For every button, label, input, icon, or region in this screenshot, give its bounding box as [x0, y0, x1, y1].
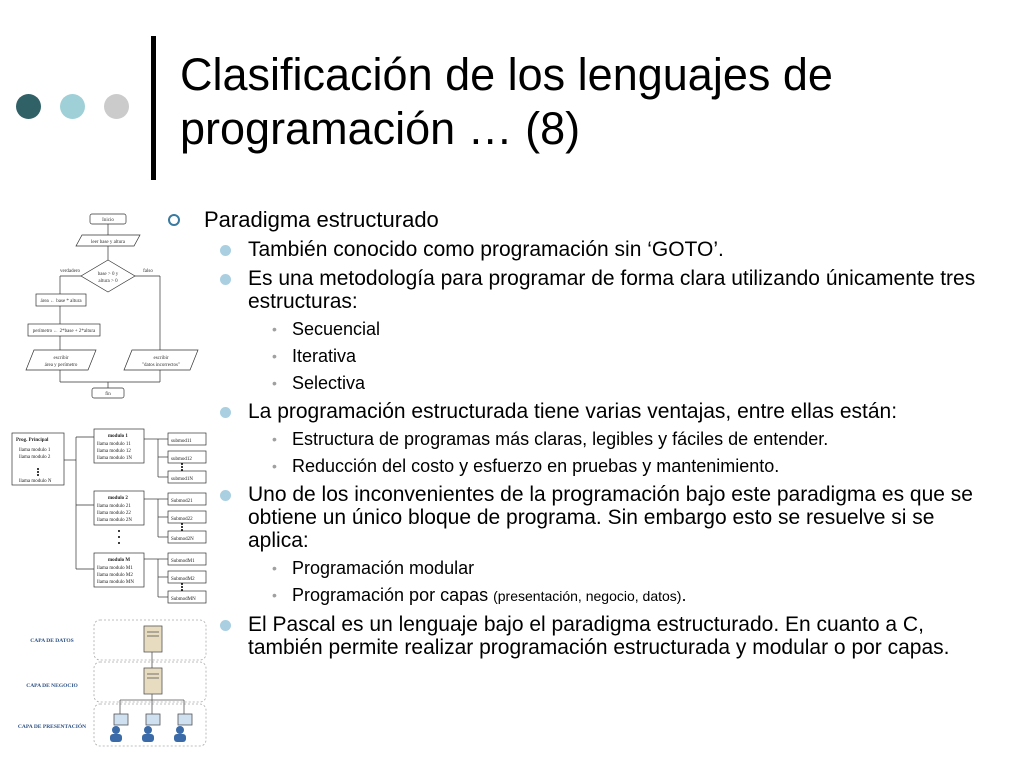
m2-title: modulo 2 [108, 496, 128, 501]
small-bullet-icon: • [272, 431, 277, 447]
bullet-inconvenientes [168, 483, 998, 552]
mm-title: modulo M [108, 558, 131, 563]
fc-escribir1a: escribir [53, 356, 69, 361]
fc-area: área ← base * altura [40, 299, 82, 304]
s21: Submod21 [171, 499, 193, 504]
sub-selectiva [168, 373, 998, 394]
fc-inicio: Inicio [102, 218, 114, 223]
fc-leer: leer base y altura [90, 240, 126, 245]
fc-verdadero: verdadero [60, 269, 80, 274]
prog-l1: llama modulo 1 [19, 448, 51, 453]
ring-bullet-icon [168, 214, 180, 226]
dot-gray [104, 94, 129, 119]
bullet-ventajas [168, 400, 998, 423]
dot-dark [16, 94, 41, 119]
sm2: SubmodM2 [171, 577, 195, 582]
tier-datos-label: CAPA DE DATOS [30, 638, 74, 644]
small-bullet-icon: • [272, 375, 277, 391]
fc-cond2: altura > 0 [98, 279, 118, 284]
bullet-goto [168, 238, 998, 261]
fc-fin: fin [105, 392, 111, 397]
fc-cond1: base > 0 y [97, 272, 119, 277]
mm-l3: llama modulo MN [97, 580, 134, 585]
dot-bullet-icon [220, 245, 231, 256]
mm-l2: llama modulo M2 [97, 573, 133, 578]
s1n: submod1N [171, 477, 193, 482]
b2-sub-0: Secuencial [292, 319, 381, 339]
b4-sub2-small: (presentación, negocio, datos) [493, 588, 682, 604]
prog-l2: llama modulo 2 [19, 455, 51, 460]
fc-escribir2b: "datos incorrectos" [141, 363, 181, 368]
b4-sub1: Programación modular [292, 558, 475, 578]
m2-l3: llama modulo 2N [97, 518, 132, 523]
fc-falso: falso [143, 269, 153, 274]
fc-escribir2a: escribir [153, 356, 169, 361]
bullet-paradigma [168, 208, 998, 232]
dot-bullet-icon [220, 620, 231, 631]
b4-text: Uno de los inconvenientes de la programación bajo este paradigma es que se obtiene un único bloque de programa. Sin embargo esto se resuelve si se aplica: [248, 483, 973, 552]
user-computer-icon [142, 714, 160, 742]
sub-estructura [168, 429, 998, 450]
b3-sub-1: Reducción del costo y esfuerzo en pruebas y mantenimiento. [292, 456, 780, 476]
fc-escribir1b: área y perímetro [44, 363, 78, 368]
b4-sub2-end: . [681, 585, 687, 605]
fc-perimetro: perímetro ← 2*base + 2*altura [32, 329, 96, 334]
sub-iterativa [168, 346, 998, 367]
b2-text: Es una metodología para programar de forma clara utilizando únicamente tres estructuras: [248, 267, 976, 313]
small-bullet-icon: • [272, 587, 277, 603]
server-icon [144, 668, 162, 694]
prog-l3: llama modulo N [19, 479, 52, 484]
s12: submod12 [171, 457, 192, 462]
b4-sub2-main: Programación por capas [292, 585, 494, 605]
dot-bullet-icon [220, 490, 231, 501]
m1-title: modulo 1 [108, 434, 128, 439]
sm1: SubmodM1 [171, 559, 195, 564]
small-bullet-icon: • [272, 321, 277, 337]
slide-title: Clasificación de los lenguajes de programación … (8) [180, 49, 833, 154]
user-computer-icon [174, 714, 192, 742]
tier-negocio-label: CAPA DE NEGOCIO [26, 683, 78, 689]
s11: submod11 [171, 439, 192, 444]
sub-reduccion [168, 456, 998, 477]
bullet-metodologia [168, 267, 998, 313]
small-bullet-icon: • [272, 458, 277, 474]
b2-sub-2: Selectiva [292, 373, 366, 393]
tier-presentacion-label: CAPA DE PRESENTACIÓN [17, 724, 87, 730]
user-computer-icon [110, 714, 128, 742]
m1-l1: llama modulo 11 [97, 442, 131, 447]
s22: Submod22 [171, 517, 193, 522]
dot-bullet-icon [220, 274, 231, 285]
sub-modular [168, 558, 998, 579]
mm-l1: llama modulo M1 [97, 566, 133, 571]
dot-teal [60, 94, 85, 119]
m1-l2: llama modulo 12 [97, 449, 131, 454]
heading-text: Paradigma estructurado [204, 207, 439, 232]
slide-content [168, 208, 998, 665]
s2n: Submod2N [171, 537, 194, 542]
m2-l1: llama modulo 21 [97, 504, 131, 509]
b5-text: El Pascal es un lenguaje bajo el paradigma estructurado. En cuanto a C, también permite realizar programación estructurada y modular o por capas. [248, 613, 950, 659]
m2-l2: llama modulo 22 [97, 511, 131, 516]
smn: SubmodMN [171, 597, 196, 602]
bullet-pascal [168, 613, 998, 659]
b1-text: También conocido como programación sin ‘GOTO’. [248, 238, 724, 261]
b3-text: La programación estructurada tiene varias ventajas, entre ellas están: [248, 400, 898, 423]
dot-bullet-icon [220, 407, 231, 418]
b3-sub-0: Estructura de programas más claras, legibles y fáciles de entender. [292, 429, 829, 449]
title-divider [151, 36, 156, 180]
m1-l3: llama modulo 1N [97, 456, 132, 461]
b2-sub-1: Iterativa [292, 346, 357, 366]
sub-secuencial [168, 319, 998, 340]
small-bullet-icon: • [272, 560, 277, 576]
sub-capas [168, 585, 998, 607]
small-bullet-icon: • [272, 348, 277, 364]
prog-title: Prog. Principal [16, 438, 49, 443]
server-icon [144, 626, 162, 652]
